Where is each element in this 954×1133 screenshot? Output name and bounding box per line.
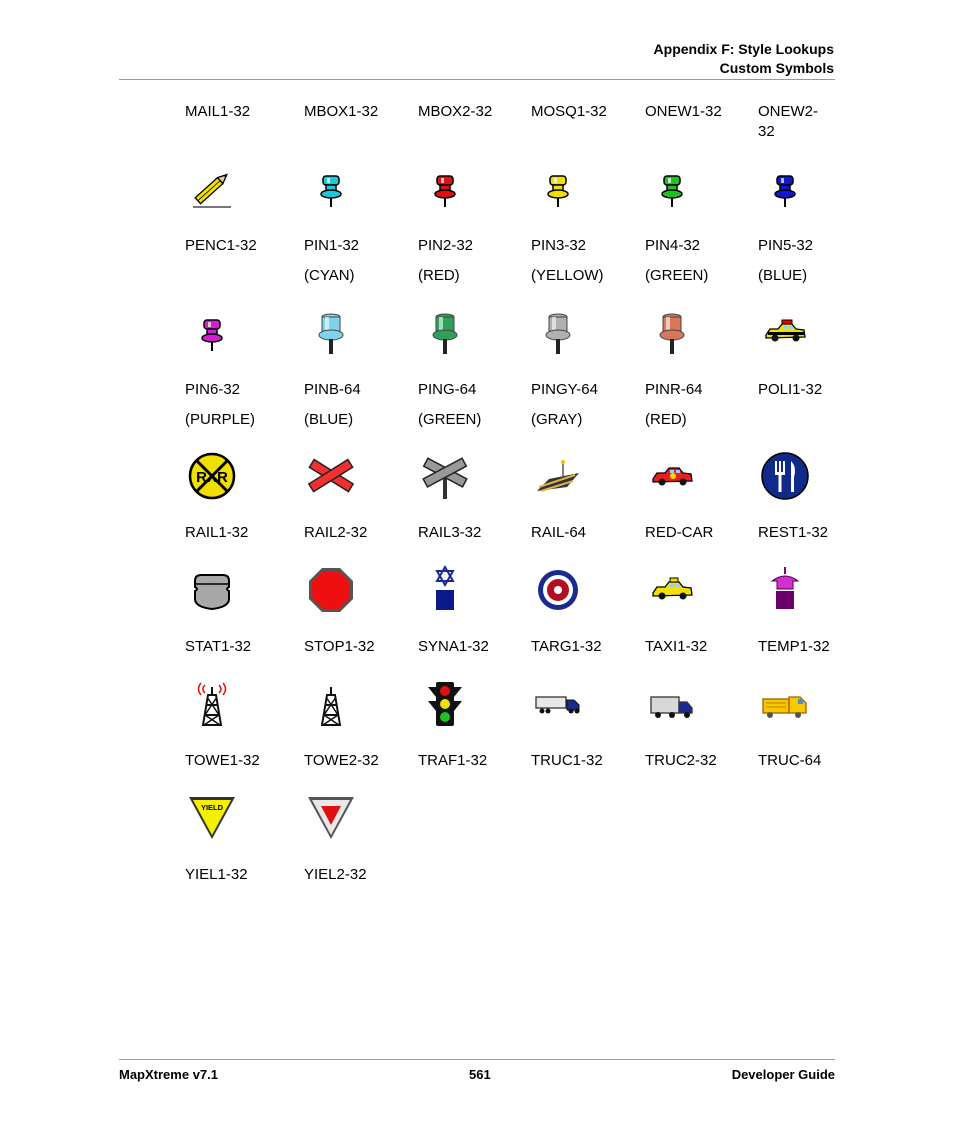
tower-icon	[306, 679, 356, 729]
footer-product: MapXtreme v7.1	[119, 1067, 218, 1082]
pushpin-green-icon	[647, 163, 697, 213]
symbol-sublabel: (BLUE)	[304, 411, 354, 428]
pushpin-large-red-icon	[647, 307, 697, 357]
railroad-crossbuck-icon	[420, 451, 470, 501]
pushpin-large-gray-icon	[533, 307, 583, 357]
pencil-icon	[187, 163, 237, 213]
symbol-label: RED-CAR	[645, 524, 714, 541]
symbol-label: PIN1-32	[304, 237, 360, 254]
symbol-sublabel: (GREEN)	[418, 411, 482, 428]
symbol-label: PING-64	[418, 381, 477, 398]
symbol-label: MBOX2-32	[418, 103, 493, 120]
symbol-sublabel: (GREEN)	[645, 267, 709, 284]
symbol-label: TOWE1-32	[185, 752, 260, 769]
symbol-label: TEMP1-32	[758, 638, 830, 655]
state-highway-shield-icon	[187, 565, 237, 615]
symbol-label: POLI1-32	[758, 381, 823, 398]
police-car-icon	[760, 307, 810, 357]
symbol-label: REST1-32	[758, 524, 829, 541]
symbol-label: MBOX1-32	[304, 103, 379, 120]
symbol-label: PINB-64	[304, 381, 361, 398]
yield-sign-red-icon	[306, 793, 356, 843]
symbol-label: PIN5-32	[758, 237, 814, 254]
symbol-label: TRAF1-32	[418, 752, 488, 769]
symbol-sublabel: (PURPLE)	[185, 411, 256, 428]
symbol-label: PENC1-32	[185, 237, 257, 254]
symbol-sublabel: (RED)	[645, 411, 687, 428]
stop-sign-icon	[306, 565, 356, 615]
yield-sign-yellow-icon	[187, 793, 237, 843]
page-header	[654, 40, 834, 78]
symbol-label: YIEL2-32	[304, 866, 367, 883]
symbol-sublabel: (YELLOW)	[531, 267, 604, 284]
symbol-label: TARG1-32	[531, 638, 602, 655]
symbol-label: TOWE2-32	[304, 752, 379, 769]
symbol-label: STOP1-32	[304, 638, 375, 655]
pushpin-blue-icon	[760, 163, 810, 213]
railroad-crossbuck-red-icon	[306, 451, 356, 501]
header-rule	[119, 79, 835, 80]
pushpin-large-green-icon	[420, 307, 470, 357]
symbol-sublabel: (BLUE)	[758, 267, 808, 284]
svg-text:YIELD: YIELD	[200, 803, 224, 812]
target-icon	[533, 565, 583, 615]
symbol-label: ONEW2- 32	[758, 103, 818, 140]
symbol-label: PIN2-32	[418, 237, 474, 254]
symbol-sublabel: (GRAY)	[531, 411, 583, 428]
footer-guide: Developer Guide	[731, 1067, 835, 1082]
temple-icon	[760, 565, 810, 615]
symbol-label: MAIL1-32	[185, 103, 251, 120]
red-car-icon	[647, 451, 697, 501]
symbol-label: PINR-64	[645, 381, 703, 398]
pushpin-yellow-icon	[533, 163, 583, 213]
symbol-label: RAIL3-32	[418, 524, 482, 541]
symbol-label: PIN4-32	[645, 237, 701, 254]
box-truck-icon	[647, 679, 697, 729]
symbol-label: RAIL1-32	[185, 524, 249, 541]
symbol-sublabel: (RED)	[418, 267, 460, 284]
symbol-label: YIEL1-32	[185, 866, 248, 883]
railroad-crossing-rxr-icon	[187, 451, 237, 501]
radio-tower-icon	[187, 679, 237, 729]
symbol-label: RAIL2-32	[304, 524, 368, 541]
symbol-label: TAXI1-32	[645, 638, 708, 655]
header-section: Custom Symbols	[719, 60, 834, 76]
yellow-truck-icon	[760, 679, 810, 729]
symbol-label: ONEW1-32	[645, 103, 722, 120]
header-chapter: Appendix F: Style Lookups	[653, 41, 834, 57]
symbol-sublabel: (CYAN)	[304, 267, 355, 284]
footer-rule	[119, 1059, 835, 1060]
semi-truck-icon	[533, 679, 583, 729]
taxi-icon	[647, 565, 697, 615]
symbol-label: TRUC2-32	[645, 752, 717, 769]
symbol-label: SYNA1-32	[418, 638, 489, 655]
synagogue-icon	[420, 565, 470, 615]
restaurant-icon	[760, 451, 810, 501]
symbol-label: PINGY-64	[531, 381, 598, 398]
symbol-label: TRUC1-32	[531, 752, 603, 769]
footer-page-number: 561	[469, 1067, 491, 1082]
symbol-label: TRUC-64	[758, 752, 822, 769]
pushpin-red-icon	[420, 163, 470, 213]
pushpin-cyan-icon	[306, 163, 356, 213]
symbol-label: MOSQ1-32	[531, 103, 607, 120]
traffic-light-icon	[420, 679, 470, 729]
railroad-track-icon	[533, 451, 583, 501]
svg-text:RXR: RXR	[196, 469, 228, 486]
pushpin-large-blue-icon	[306, 307, 356, 357]
symbol-label: RAIL-64	[531, 524, 587, 541]
symbol-label: STAT1-32	[185, 638, 252, 655]
symbol-label: PIN3-32	[531, 237, 587, 254]
pushpin-purple-icon	[187, 307, 237, 357]
symbol-label: PIN6-32	[185, 381, 241, 398]
